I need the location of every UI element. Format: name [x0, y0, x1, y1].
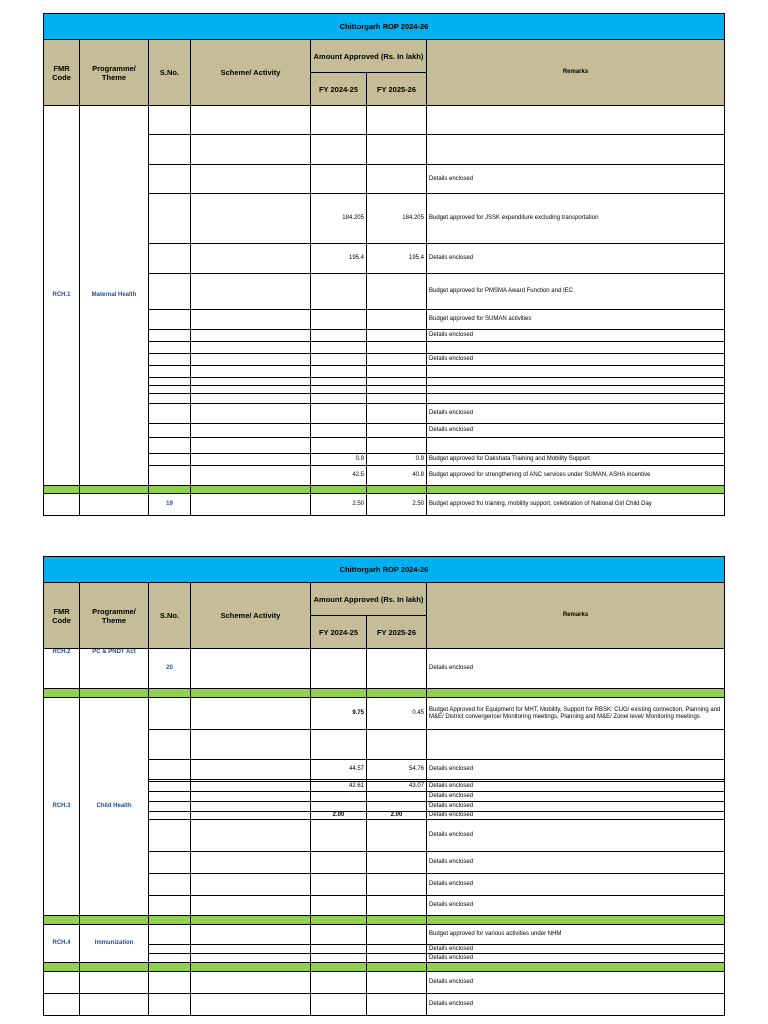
- fy2-cell: [367, 925, 427, 945]
- scheme-cell: [191, 354, 311, 366]
- scheme-cell: [191, 820, 311, 852]
- remarks-cell: [427, 378, 725, 386]
- sno-cell: [149, 438, 191, 454]
- remarks-cell: [427, 106, 725, 135]
- separator-cell: [191, 963, 311, 972]
- header-fy-2024-25: FY 2024-25: [311, 616, 367, 649]
- separator-cell: [311, 486, 367, 494]
- fy2-cell: [367, 310, 427, 330]
- scheme-cell: [191, 954, 311, 963]
- sno-cell: [149, 782, 191, 792]
- table-row: [44, 649, 725, 689]
- theme-cell: Maternal Health: [80, 106, 149, 486]
- table-row: [44, 972, 725, 994]
- fmr-code-cell: [44, 994, 80, 1016]
- fy2-cell: [367, 820, 427, 852]
- fy2-cell: [367, 792, 427, 802]
- fy2-cell: 43.07: [367, 782, 427, 792]
- fy1-cell: [311, 802, 367, 812]
- remarks-cell: Budget approved for PMSMA Award Function and IEC: [427, 274, 725, 310]
- separator-cell: [80, 963, 149, 972]
- separator-cell: [427, 689, 725, 698]
- remarks-cell: Budget approved for Dakshata Training and Mobility Support: [427, 454, 725, 466]
- fy1-cell: 42.5: [311, 466, 367, 486]
- fy1-cell: 195.4: [311, 244, 367, 274]
- separator-cell: [427, 916, 725, 925]
- sno-cell: [149, 954, 191, 963]
- sno-cell: [149, 378, 191, 386]
- fy1-cell: [311, 994, 367, 1016]
- theme-cell: [80, 972, 149, 994]
- scheme-cell: [191, 792, 311, 802]
- header-fmr-code: FMR Code: [44, 40, 80, 106]
- sno-cell: [149, 698, 191, 730]
- sno-cell: 20: [149, 649, 191, 689]
- sheet-title: Chittorgarh ROP 2024-26: [44, 14, 725, 40]
- sno-cell: [149, 730, 191, 760]
- scheme-cell: [191, 802, 311, 812]
- fy1-cell: [311, 954, 367, 963]
- separator-cell: [44, 916, 80, 925]
- sno-cell: [149, 366, 191, 378]
- fy2-cell: [367, 330, 427, 342]
- fy1-cell: 0.9: [311, 454, 367, 466]
- separator-cell: [149, 689, 191, 698]
- remarks-cell: Details enclosed: [427, 852, 725, 874]
- fy1-cell: 2.00: [311, 812, 367, 820]
- header-sno: S.No.: [149, 40, 191, 106]
- fy1-cell: 2.50: [311, 494, 367, 516]
- rop-table-2: [43, 556, 725, 1016]
- scheme-cell: [191, 874, 311, 896]
- separator-cell: [367, 916, 427, 925]
- scheme-cell: [191, 424, 311, 438]
- header-amount: Amount Approved (Rs. In lakh): [311, 583, 427, 616]
- scheme-cell: [191, 165, 311, 194]
- scheme-cell: [191, 394, 311, 404]
- sno-cell: [149, 812, 191, 820]
- fy1-cell: 184.205: [311, 194, 367, 244]
- fmr-code-cell: RCH.4: [44, 925, 80, 963]
- fy2-cell: [367, 438, 427, 454]
- fy2-cell: [367, 972, 427, 994]
- fy2-cell: [367, 896, 427, 916]
- separator-cell: [191, 689, 311, 698]
- fy2-cell: [367, 945, 427, 954]
- separator-cell: [367, 689, 427, 698]
- scheme-cell: [191, 244, 311, 274]
- remarks-cell: Budget approved fro training, mobility support, celebration of National Girl Child Day: [427, 494, 725, 516]
- separator-cell: [367, 963, 427, 972]
- theme-cell: PC & PNDT Act: [80, 649, 149, 689]
- scheme-cell: [191, 812, 311, 820]
- sno-cell: [149, 994, 191, 1016]
- fy1-cell: [311, 896, 367, 916]
- remarks-cell: Details enclosed: [427, 896, 725, 916]
- remarks-cell: Details enclosed: [427, 945, 725, 954]
- header-programme: Programme/ Theme: [80, 40, 149, 106]
- fy1-cell: [311, 135, 367, 165]
- fy1-cell: 42.61: [311, 782, 367, 792]
- fy2-cell: 195.4: [367, 244, 427, 274]
- separator-cell: [427, 963, 725, 972]
- scheme-cell: [191, 494, 311, 516]
- fy1-cell: [311, 342, 367, 354]
- scheme-cell: [191, 106, 311, 135]
- fmr-code-cell: [44, 972, 80, 994]
- fy2-cell: [367, 649, 427, 689]
- fy1-cell: [311, 792, 367, 802]
- header-fmr-code: FMR Code: [44, 583, 80, 649]
- sno-cell: [149, 852, 191, 874]
- fy1-cell: [311, 972, 367, 994]
- fy1-cell: [311, 730, 367, 760]
- sno-cell: [149, 792, 191, 802]
- sno-cell: 19: [149, 494, 191, 516]
- fy1-cell: 44.57: [311, 760, 367, 780]
- fy2-cell: [367, 106, 427, 135]
- separator-cell: [427, 486, 725, 494]
- sno-cell: [149, 802, 191, 812]
- table-row: [44, 698, 725, 730]
- remarks-cell: Details enclosed: [427, 994, 725, 1016]
- fy1-cell: [311, 852, 367, 874]
- remarks-cell: Details enclosed: [427, 972, 725, 994]
- remarks-cell: [427, 438, 725, 454]
- header-amount: Amount Approved (Rs. In lakh): [311, 40, 427, 73]
- sno-cell: [149, 972, 191, 994]
- remarks-cell: Details enclosed: [427, 820, 725, 852]
- theme-cell: Child Health: [80, 698, 149, 916]
- fy1-cell: [311, 310, 367, 330]
- sno-cell: [149, 466, 191, 486]
- sno-cell: [149, 874, 191, 896]
- separator-cell: [44, 689, 80, 698]
- fmr-code-cell: [44, 494, 80, 516]
- fy1-cell: [311, 330, 367, 342]
- header-scheme: Scheme/ Activity: [191, 40, 311, 106]
- remarks-cell: [427, 386, 725, 394]
- table-row: [44, 994, 725, 1016]
- fy1-cell: [311, 945, 367, 954]
- table-row: [44, 494, 725, 516]
- remarks-cell: Details enclosed: [427, 354, 725, 366]
- separator-cell: [191, 486, 311, 494]
- separator-cell: [149, 916, 191, 925]
- header-remarks: Remarks: [427, 40, 725, 106]
- fy1-cell: [311, 394, 367, 404]
- table-row: [44, 106, 725, 135]
- fy2-cell: [367, 354, 427, 366]
- separator-cell: [311, 689, 367, 698]
- sno-cell: [149, 310, 191, 330]
- theme-cell: [80, 994, 149, 1016]
- fy2-cell: [367, 394, 427, 404]
- sno-cell: [149, 760, 191, 780]
- fy1-cell: [311, 820, 367, 852]
- scheme-cell: [191, 782, 311, 792]
- remarks-cell: Details enclosed: [427, 165, 725, 194]
- section-separator: [44, 963, 725, 972]
- fy2-cell: 0.9: [367, 454, 427, 466]
- fy2-cell: 0.45: [367, 698, 427, 730]
- separator-cell: [367, 486, 427, 494]
- remarks-cell: [427, 135, 725, 165]
- sno-cell: [149, 330, 191, 342]
- fy2-cell: [367, 165, 427, 194]
- separator-cell: [311, 963, 367, 972]
- header-programme: Programme/ Theme: [80, 583, 149, 649]
- remarks-cell: [427, 366, 725, 378]
- fy2-cell: [367, 802, 427, 812]
- remarks-cell: Details enclosed: [427, 792, 725, 802]
- fy1-cell: [311, 649, 367, 689]
- fy2-cell: [367, 135, 427, 165]
- fy1-cell: [311, 378, 367, 386]
- separator-cell: [44, 963, 80, 972]
- fy2-cell: [367, 954, 427, 963]
- separator-cell: [311, 916, 367, 925]
- remarks-cell: Details enclosed: [427, 404, 725, 424]
- separator-cell: [149, 963, 191, 972]
- separator-cell: [80, 689, 149, 698]
- scheme-cell: [191, 649, 311, 689]
- fy2-cell: [367, 730, 427, 760]
- fy1-cell: 9.75: [311, 698, 367, 730]
- scheme-cell: [191, 274, 311, 310]
- table-row: [44, 925, 725, 945]
- remarks-cell: Details enclosed: [427, 649, 725, 689]
- scheme-cell: [191, 454, 311, 466]
- fy1-cell: [311, 874, 367, 896]
- sno-cell: [149, 165, 191, 194]
- fmr-code-cell: RCH.1: [44, 106, 80, 486]
- header-fy-2025-26: FY 2025-26: [367, 73, 427, 106]
- remarks-cell: Details enclosed: [427, 424, 725, 438]
- sno-cell: [149, 404, 191, 424]
- separator-cell: [80, 916, 149, 925]
- theme-cell: [80, 494, 149, 516]
- scheme-cell: [191, 135, 311, 165]
- remarks-cell: Details enclosed: [427, 954, 725, 963]
- header-remarks: Remarks: [427, 583, 725, 649]
- remarks-cell: Details enclosed: [427, 802, 725, 812]
- scheme-cell: [191, 366, 311, 378]
- sno-cell: [149, 106, 191, 135]
- fy2-cell: [367, 994, 427, 1016]
- fy2-cell: [367, 874, 427, 896]
- remarks-cell: Budget approved for various activities under NHM: [427, 925, 725, 945]
- fy1-cell: [311, 424, 367, 438]
- remarks-cell: Details enclosed: [427, 874, 725, 896]
- fy1-cell: [311, 404, 367, 424]
- remarks-cell: Details enclosed: [427, 760, 725, 780]
- scheme-cell: [191, 896, 311, 916]
- scheme-cell: [191, 310, 311, 330]
- sno-cell: [149, 274, 191, 310]
- remarks-cell: Budget approved for strengthening of ANC services under SUMAN, ASHA incentive: [427, 466, 725, 486]
- remarks-cell: Budget approved for JSSK expenditure excluding transportation: [427, 194, 725, 244]
- scheme-cell: [191, 342, 311, 354]
- fy2-cell: 2.00: [367, 812, 427, 820]
- section-separator: [44, 689, 725, 698]
- fy2-cell: [367, 404, 427, 424]
- header-scheme: Scheme/ Activity: [191, 583, 311, 649]
- scheme-cell: [191, 466, 311, 486]
- sno-cell: [149, 945, 191, 954]
- fy2-cell: [367, 852, 427, 874]
- fy2-cell: [367, 342, 427, 354]
- remarks-cell: [427, 730, 725, 760]
- sno-cell: [149, 244, 191, 274]
- fy2-cell: 184.205: [367, 194, 427, 244]
- fy2-cell: [367, 366, 427, 378]
- fy2-cell: [367, 274, 427, 310]
- sno-cell: [149, 896, 191, 916]
- scheme-cell: [191, 438, 311, 454]
- remarks-cell: Budget Approved for Equipment for MHT, Mobility, Support for RBSK: CUG/ existing connection, Planning and M&E/ District convergence/ Monitoring meetings, Planning and M&E/ Zonel level/ Monitoring meetings: [427, 698, 725, 730]
- scheme-cell: [191, 730, 311, 760]
- fy2-cell: [367, 424, 427, 438]
- remarks-cell: Details enclosed: [427, 812, 725, 820]
- section-separator: [44, 916, 725, 925]
- separator-cell: [149, 486, 191, 494]
- scheme-cell: [191, 925, 311, 945]
- fy2-cell: [367, 386, 427, 394]
- header-fy-2025-26: FY 2025-26: [367, 616, 427, 649]
- scheme-cell: [191, 852, 311, 874]
- sno-cell: [149, 454, 191, 466]
- scheme-cell: [191, 994, 311, 1016]
- header-sno: S.No.: [149, 583, 191, 649]
- sno-cell: [149, 342, 191, 354]
- remarks-cell: Details enclosed: [427, 782, 725, 792]
- remarks-cell: Details enclosed: [427, 244, 725, 274]
- sno-cell: [149, 424, 191, 438]
- scheme-cell: [191, 760, 311, 780]
- fy1-cell: [311, 165, 367, 194]
- fmr-code-cell: RCH.2: [44, 649, 80, 689]
- sno-cell: [149, 386, 191, 394]
- sno-cell: [149, 394, 191, 404]
- sno-cell: [149, 194, 191, 244]
- scheme-cell: [191, 404, 311, 424]
- sno-cell: [149, 925, 191, 945]
- separator-cell: [80, 486, 149, 494]
- fy1-cell: [311, 366, 367, 378]
- theme-cell: Immunization: [80, 925, 149, 963]
- sheet-title-2: Chittorgarh ROP 2024-26: [44, 557, 725, 583]
- scheme-cell: [191, 386, 311, 394]
- scheme-cell: [191, 945, 311, 954]
- rop-table-1: [43, 13, 725, 516]
- fy1-cell: [311, 106, 367, 135]
- fy1-cell: [311, 274, 367, 310]
- separator-cell: [44, 486, 80, 494]
- fy1-cell: [311, 438, 367, 454]
- fy2-cell: 54.76: [367, 760, 427, 780]
- remarks-cell: Details enclosed: [427, 330, 725, 342]
- scheme-cell: [191, 972, 311, 994]
- fy2-cell: [367, 378, 427, 386]
- fy2-cell: 40.8: [367, 466, 427, 486]
- scheme-cell: [191, 698, 311, 730]
- fy1-cell: [311, 925, 367, 945]
- fmr-code-cell: RCH.3: [44, 698, 80, 916]
- scheme-cell: [191, 194, 311, 244]
- header-fy-2024-25: FY 2024-25: [311, 73, 367, 106]
- fy1-cell: [311, 386, 367, 394]
- fy2-cell: 2.50: [367, 494, 427, 516]
- scheme-cell: [191, 378, 311, 386]
- fy1-cell: [311, 354, 367, 366]
- remarks-cell: [427, 342, 725, 354]
- separator-cell: [191, 916, 311, 925]
- scheme-cell: [191, 330, 311, 342]
- sno-cell: [149, 135, 191, 165]
- sno-cell: [149, 354, 191, 366]
- section-separator: [44, 486, 725, 494]
- remarks-cell: [427, 394, 725, 404]
- remarks-cell: Budget approved for SUMAN activities: [427, 310, 725, 330]
- sno-cell: [149, 820, 191, 852]
